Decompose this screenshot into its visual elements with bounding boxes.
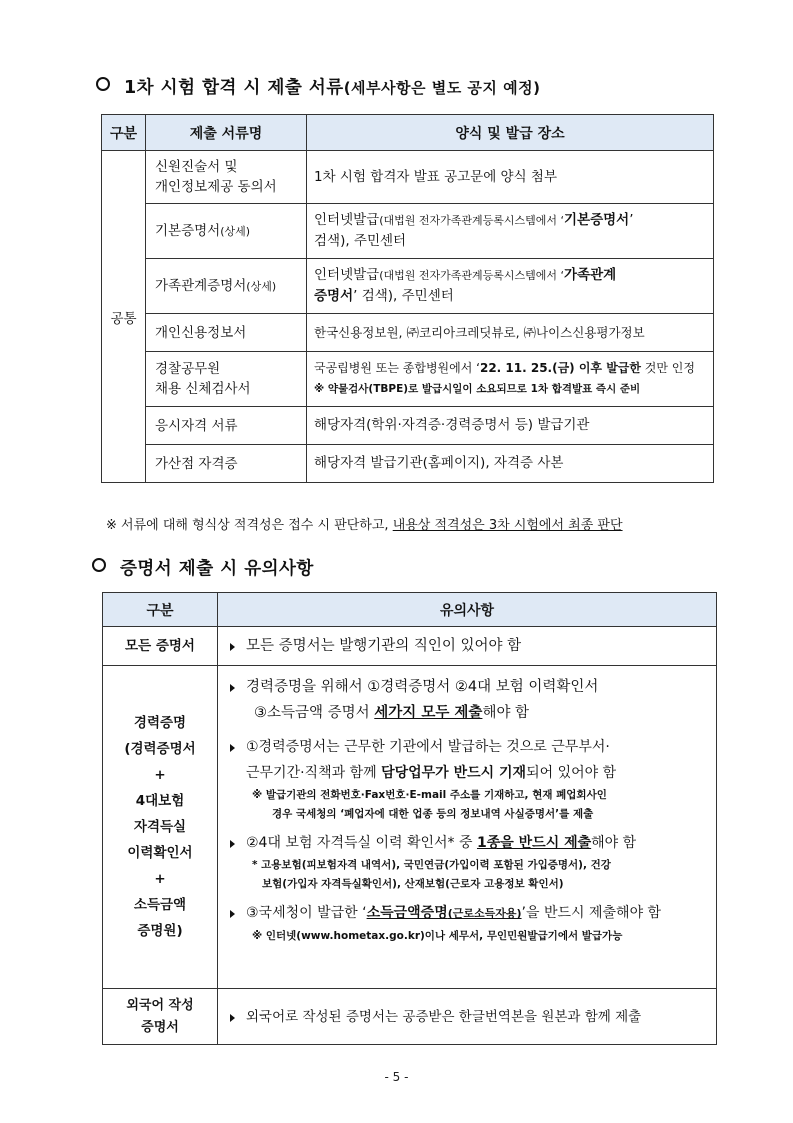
- bullet-item: [228, 674, 706, 726]
- col-header-category: 구분: [103, 593, 218, 627]
- note-line: 경우 국세청의 ‘폐업자에 대한 업종 등의 정보내역 사실증명서’를 제출: [272, 808, 594, 820]
- table-row-place: 한국신용정보원, ㈜코리아크레딧뷰로, ㈜나이스신용평가정보: [307, 314, 714, 352]
- doc-name-line: 경찰공무원: [155, 361, 221, 377]
- place-text: ’: [629, 212, 634, 228]
- doc-name: 가족관계증명서: [155, 277, 247, 294]
- circle-bullet-icon: [92, 558, 106, 572]
- label-line: 소득금액: [133, 897, 187, 913]
- table-row-name: [146, 204, 307, 259]
- row-label-all: 모든 증명서: [103, 627, 218, 666]
- col-header-document: 제출 서류명: [146, 115, 307, 151]
- place-note: ※ 약물검사(TBPE)로 발급시일이 소요되므로 1차 합격발표 즉시 준비: [314, 383, 641, 395]
- place-bold: 증명서: [314, 288, 354, 304]
- table-row-place: [307, 352, 714, 407]
- place-bold: 기본증명서: [564, 212, 630, 228]
- triangle-bullet-icon: [230, 684, 235, 692]
- doc-name-line: 채용 신체검사서: [155, 381, 251, 397]
- bullet-note: [228, 786, 706, 824]
- label-line: 증명원): [137, 923, 183, 939]
- triangle-bullet-icon: [230, 840, 235, 848]
- triangle-bullet-icon: [230, 1014, 235, 1022]
- bullet-item: [228, 734, 706, 786]
- bullet-text: ③소득금액 증명서: [254, 705, 375, 721]
- note-line: * 고용보험(피보험자격 내역서), 국민연금(가입이력 포함된 가입증명서), 건강: [252, 859, 611, 871]
- triangle-bullet-icon: [230, 744, 235, 752]
- bullet-item: [228, 633, 706, 659]
- place-text: 인터넷발급: [314, 212, 380, 228]
- page-number: - 5 -: [384, 1070, 409, 1084]
- note-line: ※ 발급기관의 전화번호·Fax번호·E-mail 주소를 기재하고, 현재 폐업회사인: [252, 789, 607, 801]
- bullet-text: ①경력증명서는 근무한 기관에서 발급하는 것으로 근무부서·: [246, 739, 610, 755]
- documents-table: [101, 114, 714, 483]
- bullet-emphasis: 세가지 모두 제출: [374, 705, 483, 721]
- doc-name-detail: (상세): [246, 279, 277, 293]
- label-line: 이력확인서: [127, 845, 193, 861]
- bullet-emphasis: 담당업무가 반드시 기재: [381, 765, 527, 781]
- label-line: 경력증명: [133, 715, 187, 731]
- row-content-all: [218, 627, 717, 666]
- bullet-emphasis: 1종을 반드시 제출: [476, 835, 592, 851]
- footnote-text: ※ 서류에 대해 형식상 적격성은 접수 시 판단하고,: [106, 518, 393, 533]
- bullet-text: 해야 함: [482, 705, 530, 721]
- section1-title: [96, 74, 540, 99]
- table-row-place: 해당자격 발급기관(홈페이지), 자격증 사본: [307, 445, 714, 483]
- label-line: 증명서: [141, 1019, 179, 1035]
- label-line: +: [154, 767, 166, 783]
- bullet-text: 근무기간·직책과 함께: [246, 765, 382, 781]
- bullet-text: ③국세청이 발급한 ‘: [246, 905, 367, 921]
- label-line: 자격득실: [133, 819, 187, 835]
- place-text: 국공립병원 또는 종합병원에서 ‘: [314, 361, 480, 375]
- table-row-place: 1차 시험 합격자 발표 공고문에 양식 첨부: [307, 151, 714, 204]
- row-label-foreign: [103, 989, 218, 1045]
- triangle-bullet-icon: [230, 643, 235, 651]
- bullet-emphasis: 소득금액증명: [366, 905, 448, 921]
- bullet-item: [228, 830, 706, 856]
- table-row-name: [146, 259, 307, 314]
- bullet-text: 경력증명을 위해서 ①경력증명서 ②4대 보험 이력확인서: [246, 679, 599, 695]
- bullet-text: 외국어로 작성된 증명서는 공증받은 한글번역본을 원본과 함께 제출: [246, 1008, 642, 1025]
- place-text: (대법원 전자가족관계등록시스템에서 ‘: [379, 214, 565, 227]
- place-text: 검색), 주민센터: [314, 233, 407, 249]
- bullet-text: ’을 반드시 제출해야 함: [521, 905, 662, 921]
- col-header-category: 구분: [102, 115, 146, 151]
- doc-name-line: 개인정보제공 동의서: [155, 179, 277, 195]
- doc-name-detail: (상세): [220, 224, 251, 238]
- col-header-notes: 유의사항: [218, 593, 717, 627]
- section1-title-text: 1차 시험 합격 시 제출 서류: [124, 78, 344, 98]
- bullet-text: 해야 함: [591, 835, 637, 851]
- bullet-text: 되어 있어야 함: [526, 765, 617, 781]
- row-label-career: [103, 666, 218, 989]
- table-row-name: [146, 151, 307, 204]
- place-text: 인터넷발급: [314, 267, 380, 283]
- doc-name: 기본증명서: [155, 222, 221, 239]
- row-content-foreign: [218, 989, 717, 1045]
- place-text: (대법원 전자가족관계등록시스템에서 ‘: [379, 269, 565, 282]
- section2-title: [92, 555, 314, 580]
- circle-bullet-icon: [96, 77, 110, 91]
- place-text: ’ 검색), 주민센터: [353, 288, 454, 304]
- table-row-name: [146, 352, 307, 407]
- footnote-underlined: 내용상 적격성은 3차 시험에서 최종 판단: [392, 518, 623, 533]
- bullet-note: ※ 인터넷(www.hometax.go.kr)이나 세무서, 무인민원발급기에서 발급가능: [252, 930, 623, 942]
- place-bold: 가족관계: [564, 267, 617, 283]
- label-line: (경력증명서: [124, 741, 196, 757]
- note-line: 보험(가입자 자격득실확인서), 산재보험(근로자 고용정보 확인서): [262, 878, 564, 890]
- bullet-text: 모든 증명서는 발행기관의 직인이 있어야 함: [246, 638, 522, 654]
- table-row-name: 가산점 자격증: [146, 445, 307, 483]
- label-line: 4대보험: [135, 793, 185, 809]
- doc-name-line: 신원진술서 및: [155, 159, 238, 175]
- category-cell: 공통: [102, 151, 146, 483]
- table-row-place: 해당자격(학위·자격증·경력증명서 등) 발급기관: [307, 407, 714, 445]
- place-text: 것만 인정: [640, 361, 695, 375]
- bullet-text: ②4대 보험 자격득실 이력 확인서* 중: [246, 835, 477, 851]
- place-bold: 22. 11. 25.(금) 이후 발급한: [479, 361, 641, 375]
- bullet-item: [228, 1004, 706, 1030]
- label-line: +: [154, 871, 166, 887]
- section2-title-text: 증명서 제출 시 유의사항: [120, 559, 314, 579]
- table-row-place: [307, 204, 714, 259]
- table-row-name: 응시자격 서류: [146, 407, 307, 445]
- section1-footnote: [106, 514, 623, 533]
- label-line: 외국어 작성: [126, 997, 194, 1013]
- triangle-bullet-icon: [230, 910, 235, 918]
- col-header-place: 양식 및 발급 장소: [307, 115, 714, 151]
- table-row-place: [307, 259, 714, 314]
- bullet-item: [228, 900, 706, 927]
- section1-title-note: (세부사항은 별도 공지 예정): [343, 79, 541, 97]
- notes-table: [102, 592, 717, 1045]
- row-content-career: [218, 666, 717, 989]
- bullet-emphasis: (근로소득자용): [447, 907, 522, 920]
- table-row-name: 개인신용정보서: [146, 314, 307, 352]
- bullet-note: [228, 856, 706, 894]
